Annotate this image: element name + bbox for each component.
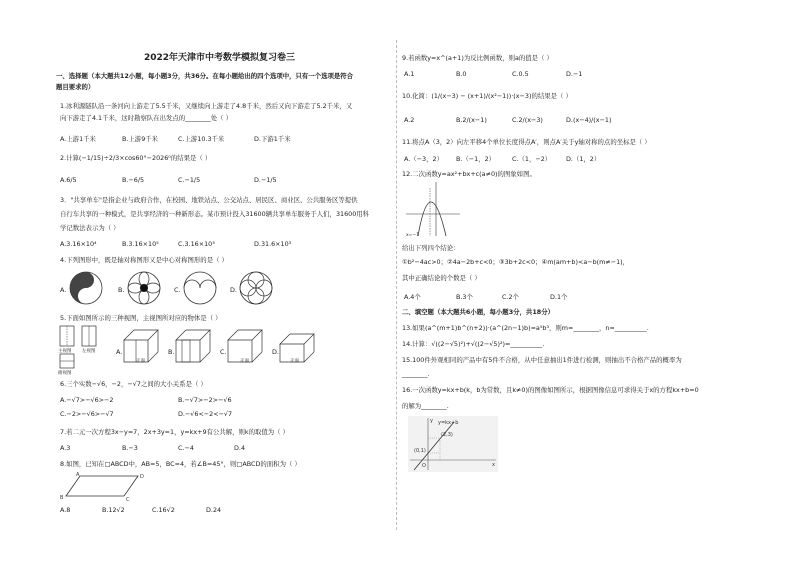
q10-option-d[interactable]: D.(x−4)/(x−1)	[566, 116, 612, 124]
q16-origin-label: O	[422, 463, 426, 469]
section2-heading: 二、填空题（本大题共6小题，每小题3分，共18分）	[402, 308, 554, 316]
q16-x-axis-label: x	[492, 462, 495, 468]
q16-intercept-label: (0,1)	[414, 448, 426, 454]
q8-point-d: D	[140, 474, 144, 480]
q1-option-d[interactable]: D.下游1千米	[254, 135, 291, 143]
q7-option-c[interactable]: C.−4	[178, 444, 194, 452]
q5-face-label-c: 正面	[240, 359, 249, 364]
q4-figure-a	[68, 270, 104, 306]
q16-line2: 的解为________.	[402, 402, 449, 410]
q16-point-label: (2,3)	[441, 432, 453, 438]
q8-parallelogram-figure	[60, 472, 144, 503]
q4-option-b[interactable]: B.	[118, 286, 125, 294]
q15-line2: ________.	[402, 370, 430, 378]
q8-option-d[interactable]: D.24	[206, 506, 222, 514]
q4-figure-b	[126, 270, 162, 306]
q10-option-c[interactable]: C.2/(x−3)	[512, 116, 543, 124]
page-title: 2022年天津市中考数学模拟复习卷三	[144, 53, 296, 63]
q14-line1: 14.计算：√((2−√5)²)+√((2−√5)²)=__________.	[402, 340, 545, 348]
q9-line1: 9.若函数y=x^(a+1)为反比例函数，则a的值是（ ）	[402, 54, 553, 62]
q16-y-axis-label: y	[430, 418, 433, 424]
q7-option-b[interactable]: B.−3	[122, 444, 138, 452]
q4-figure-c	[182, 270, 218, 306]
q4-line1: 4.下列图形中，既是轴对称图形又是中心对称图形的是（ ）	[60, 256, 228, 264]
q6-option-d[interactable]: D.−√6<−2<−√7	[178, 410, 233, 418]
column-divider	[396, 40, 397, 530]
q2-option-d[interactable]: D.−1/5	[254, 176, 277, 184]
q3-line1: 3．"共享单车"是指企业与政府合作，在校园、地铁站点、公交站点、居民区、商业区、公共服务区等提供	[60, 196, 358, 204]
q8-option-a[interactable]: A.8	[60, 506, 71, 514]
q8-point-c: C	[126, 497, 130, 503]
q16-line-label: y=kx+b	[438, 420, 459, 426]
q2-option-c[interactable]: C.−1/5	[178, 176, 201, 184]
q6-option-b[interactable]: B.−√7>−2>−√6	[178, 396, 232, 404]
section1-heading: 一、选择题（本大题共12小题，每小题3分，共36分。在每小题给出的四个选项中，只有一个选项是符合	[56, 72, 354, 80]
section1-heading-cont: 题目要求的）	[56, 83, 95, 91]
q12-parabola-graph	[406, 180, 460, 238]
q10-option-a[interactable]: A.2	[404, 116, 415, 124]
q1-line1: 1.冰利源隧队沿一条河向上游走了5.5千米，又继续向上游走了4.8千米，然后又向下游走了5.2千米，又	[60, 102, 353, 110]
q12-option-b[interactable]: B.3个	[456, 293, 473, 301]
q8-point-b: B	[60, 495, 64, 501]
q10-line1: 10.化简：(1/(x−3) − (x+1)/(x²−1))·(x−3)的结果是（ ）	[402, 92, 572, 100]
q11-option-d[interactable]: D.（1，2）	[566, 155, 601, 163]
q9-option-d[interactable]: D.−1	[566, 70, 583, 78]
q9-option-c[interactable]: C.0.5	[512, 70, 529, 78]
q5-option-d[interactable]: D.	[272, 348, 279, 356]
q12-axis-label: x=−1	[406, 233, 420, 238]
q12-option-a[interactable]: A.4个	[404, 293, 421, 301]
q5-option-a[interactable]: A.	[116, 348, 123, 356]
q1-option-b[interactable]: B.上游9千米	[122, 135, 159, 143]
q7-option-d[interactable]: D.4	[234, 444, 246, 452]
q2-option-a[interactable]: A.6/5	[60, 176, 77, 184]
q12-option-c[interactable]: C.2个	[502, 293, 519, 301]
q9-option-b[interactable]: B.0	[456, 70, 467, 78]
q1-option-a[interactable]: A.上游1千米	[60, 135, 96, 143]
q5-figure-d	[280, 332, 320, 364]
q11-option-a[interactable]: A.（−3，2）	[404, 155, 443, 163]
q15-line1: 15.100件外观相同的产品中有5件不合格，从中任意抽出1件进行检测，则抽出不合格产品的概率为	[402, 356, 682, 364]
q4-figure-d	[238, 270, 274, 306]
q3-option-b[interactable]: B.3.16×10⁵	[122, 240, 159, 248]
q1-option-c[interactable]: C.上游10.3千米	[178, 135, 225, 143]
q5-figure-b	[176, 330, 216, 364]
q7-option-a[interactable]: A.3	[60, 444, 71, 452]
q6-line1: 6.三个实数−√6，−2，−√7之间的大小关系是（ ）	[60, 380, 207, 388]
q8-option-c[interactable]: C.16√2	[152, 506, 175, 514]
q12-line4: 其中正确结论的个数是（ ）	[402, 274, 481, 282]
q6-option-a[interactable]: A.−√7>−√6>−2	[60, 396, 114, 404]
q5-view-label-top: 俯视图	[58, 371, 72, 376]
q12-option-d[interactable]: D.1个	[550, 293, 568, 301]
q11-option-c[interactable]: C.（1，−2）	[512, 155, 552, 163]
q5-face-label-d: 正面	[290, 359, 299, 364]
q8-line1: 8.如图，已知在□ABCD中，AB=5，BC=4，若∠B=45°，则□ABCD的面积为（ ）	[60, 460, 301, 468]
q13-line1: 13.如果(a^(m+1)b^(n+2))·(a^(2n−1)b)=a⁵b³，则m=________，n=__________.	[402, 324, 649, 332]
q9-option-a[interactable]: A.1	[404, 70, 415, 78]
q5-option-b[interactable]: B.	[168, 348, 175, 356]
q1-line2: 向下游走了4.1千米，这时勘察队在出发点的________处（ ）	[60, 114, 232, 122]
q7-line1: 7.若二元一次方程3x−y=7，2x+3y=1，y=kx+9有公共解，则k的取值为（ ）	[60, 428, 289, 436]
q16-line1: 16.一次函数y=kx+b(k，b为常数，且k≠0)的图像如图所示，根据图像信息可求得关于x的方程kx+b=0	[402, 386, 699, 394]
q8-point-a: A	[76, 472, 80, 478]
q5-view-label-main: 主视图	[58, 349, 72, 354]
q8-option-b[interactable]: B.12√2	[102, 506, 125, 514]
q5-line1: 5.下面如图所示的三种视图，主视图所对应的物体是（ ）	[60, 314, 222, 322]
q3-line2: 自行车共享的一种模式，是共享经济的一种新形态。某市预计投入31600辆共享单车服务于人们，31600用科	[60, 210, 370, 218]
q2-line1: 2.计算(−1/15)÷2/3×cos60°−2026⁰的结果是（ ）	[60, 154, 212, 162]
q3-option-c[interactable]: C.3.16×10³	[178, 240, 215, 248]
q5-face-label-a: 正面	[136, 359, 145, 364]
q4-option-d[interactable]: D.	[230, 286, 237, 294]
q3-option-d[interactable]: D.31.6×10³	[254, 240, 292, 248]
q11-line1: 11.将点A（3，2）向左平移4个单位长度得点A′，则点A′关于y轴对称的点的坐标是（ ）	[402, 138, 651, 146]
q4-option-c[interactable]: C.	[174, 286, 181, 294]
q5-view-label-left: 左视图	[82, 349, 96, 354]
q12-line1: 12.二次函数y=ax²+bx+c(a≠0)的图象如图。	[402, 170, 536, 178]
q6-option-c[interactable]: C.−2>−√6>−√7	[60, 410, 114, 418]
q2-option-b[interactable]: B.−6/5	[122, 176, 145, 184]
q16-linear-graph	[408, 416, 498, 472]
q10-option-b[interactable]: B.2/(x−1)	[456, 116, 487, 124]
q4-option-a[interactable]: A.	[60, 286, 67, 294]
q3-option-a[interactable]: A.3.16×10⁴	[60, 240, 97, 248]
q11-option-b[interactable]: B.（−1，2）	[456, 155, 496, 163]
q12-line2: 给出下列四个结论：	[402, 244, 460, 252]
q12-line3: ①b²−4ac>0；②4a−2b+c<0；③3b+2c<0；④m(am+b)<a−b(m≠−1)，	[402, 258, 630, 266]
q3-line3: 学记数法表示为（ ）	[60, 224, 120, 232]
q5-option-c[interactable]: C.	[220, 348, 227, 356]
